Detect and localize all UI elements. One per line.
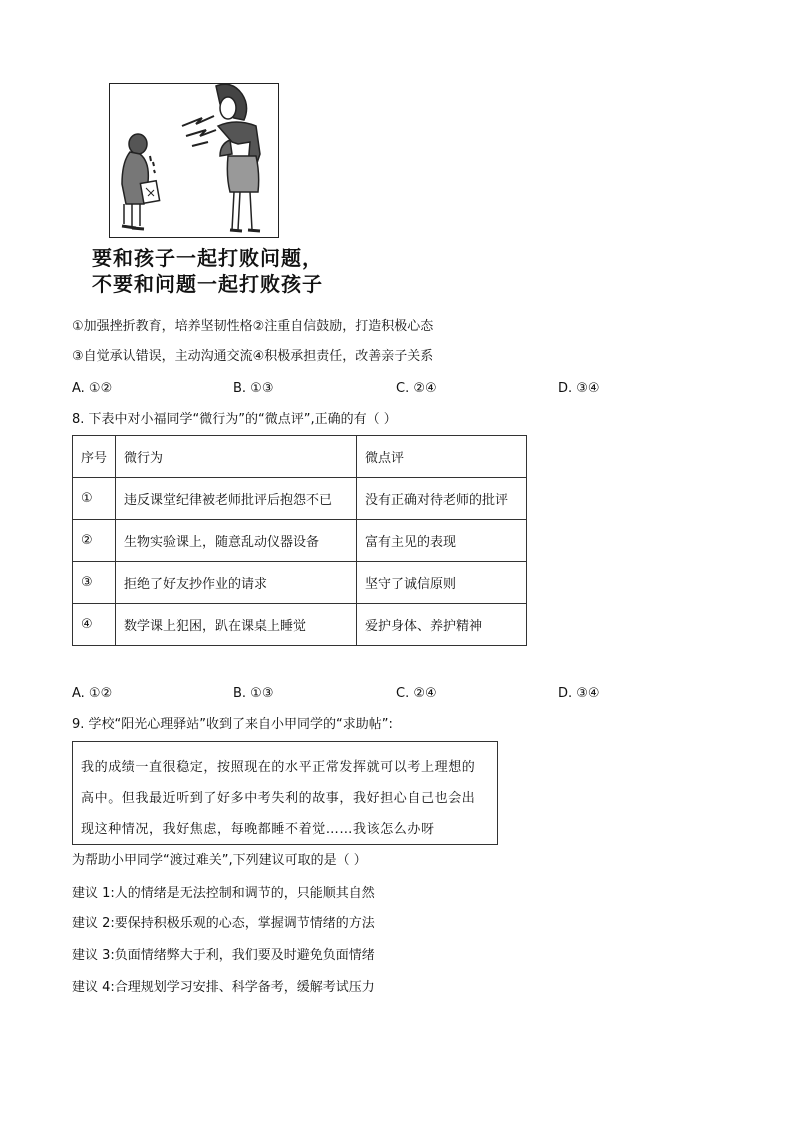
table-row <box>73 604 527 646</box>
mother-scolding-child-icon <box>110 84 277 236</box>
table-row <box>73 478 527 520</box>
table-row <box>73 562 527 604</box>
row-index: ③ <box>73 562 116 604</box>
table-header-row <box>73 436 527 478</box>
q7-statement-1: ①加强挫折教育，培养坚韧性格②注重自信鼓励，打造积极心态 <box>72 319 434 334</box>
help-post-line: 高中。但我最近听到了好多中考失利的故事，我好担心自己也会出 <box>81 791 476 806</box>
row-behavior: 拒绝了好友抄作业的请求 <box>116 562 357 604</box>
q7-option-a[interactable]: A. ①② <box>72 381 113 396</box>
row-comment: 富有主见的表现 <box>357 520 527 562</box>
header-index: 序号 <box>73 436 116 478</box>
q7-option-d[interactable]: D. ③④ <box>558 381 600 396</box>
q9-question: 9. 学校“阳光心理驿站”收到了来自小甲同学的“求助帖”: <box>72 717 393 732</box>
table-row <box>73 520 527 562</box>
q7-statement-2: ③自觉承认错误，主动沟通交流④积极承担责任，改善亲子关系 <box>72 349 434 364</box>
caption-line-2: 不要和问题一起打败孩子 <box>92 272 323 296</box>
row-index: ① <box>73 478 116 520</box>
q8-question: 8. 下表中对小福同学“微行为”的“微点评”,正确的有（ ） <box>72 412 397 427</box>
q8-option-c[interactable]: C. ②④ <box>396 686 437 701</box>
suggestion-4: 建议 4:合理规划学习安排、科学备考，缓解考试压力 <box>72 980 375 995</box>
suggestion-1: 建议 1:人的情绪是无法控制和调节的，只能顺其自然 <box>72 886 375 901</box>
row-comment: 爱护身体、养护精神 <box>357 604 527 646</box>
header-behavior: 微行为 <box>116 436 357 478</box>
q8-table <box>72 435 527 646</box>
suggestion-2: 建议 2:要保持积极乐观的心态，掌握调节情绪的方法 <box>72 916 375 931</box>
row-behavior: 数学课上犯困，趴在课桌上睡觉 <box>116 604 357 646</box>
row-behavior: 生物实验课上，随意乱动仪器设备 <box>116 520 357 562</box>
help-post-line: 现这种情况，我好焦虑，每晚都睡不着觉……我该怎么办呀 <box>81 822 435 837</box>
row-behavior: 违反课堂纪律被老师批评后抱怨不已 <box>116 478 357 520</box>
q7-option-b[interactable]: B. ①③ <box>233 381 274 396</box>
q8-option-d[interactable]: D. ③④ <box>558 686 600 701</box>
q7-option-c[interactable]: C. ②④ <box>396 381 437 396</box>
q9-prompt: 为帮助小甲同学“渡过难关”,下列建议可取的是（ ） <box>72 853 367 868</box>
cartoon-illustration <box>109 83 279 238</box>
row-comment: 坚守了诚信原则 <box>357 562 527 604</box>
help-post-line: 我的成绩一直很稳定，按照现在的水平正常发挥就可以考上理想的 <box>81 760 476 775</box>
q8-option-b[interactable]: B. ①③ <box>233 686 274 701</box>
caption-line-1: 要和孩子一起打败问题， <box>92 246 323 270</box>
row-index: ② <box>73 520 116 562</box>
suggestion-3: 建议 3:负面情绪弊大于利，我们要及时避免负面情绪 <box>72 948 375 963</box>
q8-option-a[interactable]: A. ①② <box>72 686 113 701</box>
header-comment: 微点评 <box>357 436 527 478</box>
q9-help-post-box <box>72 741 498 845</box>
row-comment: 没有正确对待老师的批评 <box>357 478 527 520</box>
row-index: ④ <box>73 604 116 646</box>
